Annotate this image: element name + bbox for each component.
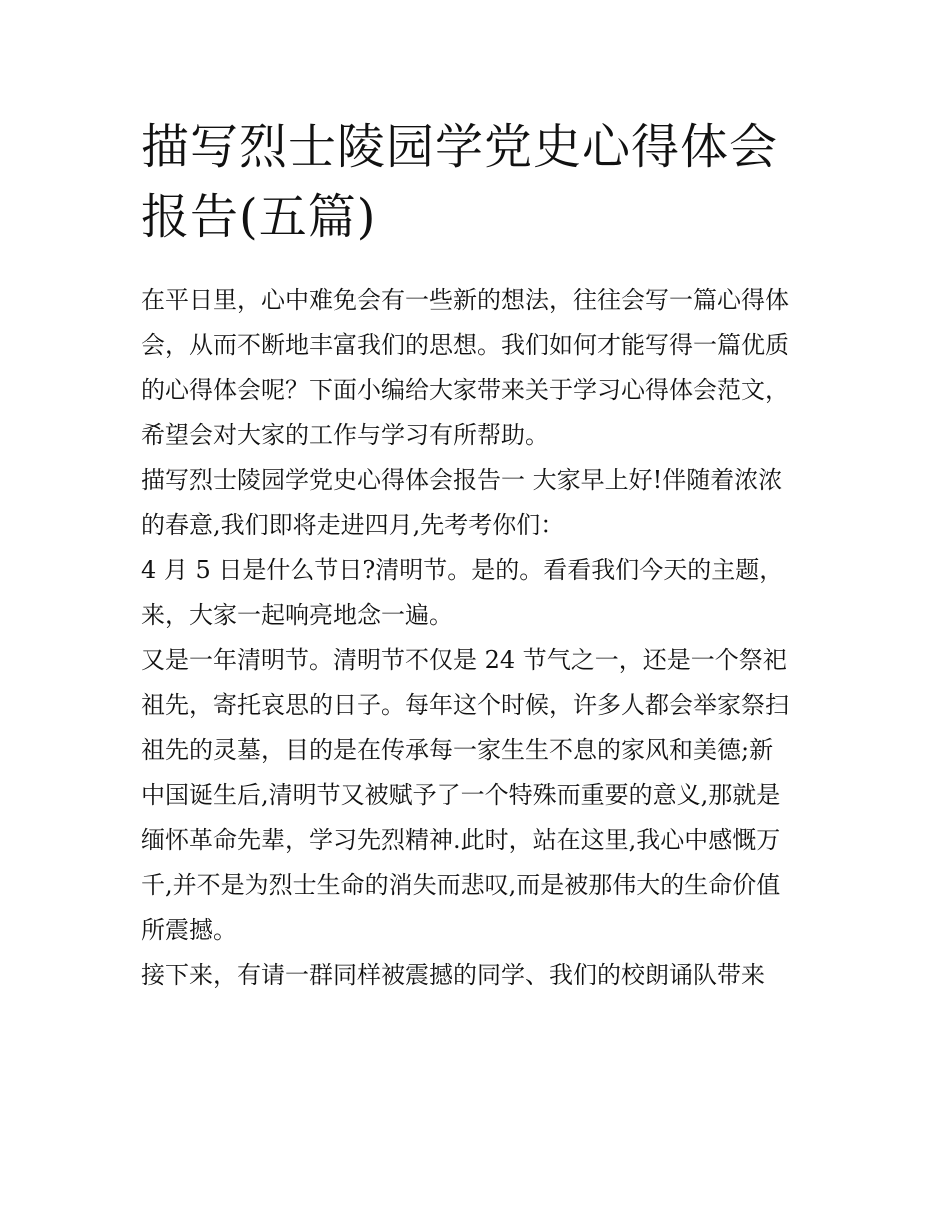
paragraph-report-one-opening: 描写烈士陵园学党史心得体会报告一 大家早上好!伴随着浓浓 的春意,我们即将走进四月,先考考你们： bbox=[141, 466, 783, 539]
paragraph-qingming-question: 4 月 5 日是什么节日?清明节。是的。看看我们今天的主题， 来，大家一起响亮地念一遍。 bbox=[141, 556, 784, 629]
paragraph-recital-intro: 接下来，有请一群同样被震撼的同学、我们的校朗诵队带来 bbox=[141, 961, 765, 989]
paragraph-intro: 在平日里，心中难免会有一些新的想法，往往会写一篇心得体 会，从而不断地丰富我们的思想。我们如何才能写得一篇优质 的心得体会呢？下面小编给大家带来关于学习心得体会范文， 希望会对大家的工作与学习有所帮助。 bbox=[141, 286, 789, 449]
paragraph-qingming-meaning: 又是一年清明节。清明节不仅是 24 节气之一，还是一个祭祀 祖先，寄托哀思的日子。每年这个时候，许多人都会举家祭扫 祖先的灵墓，目的是在传承每一家生生不息的家风和美德;新 中国诞生后,清明节又被赋予了一个特殊而重要的意义,那就是 缅怀革命先辈，学习先烈精神.此时，站在这里,我心中感慨万 千,并不是为烈士生命的消失而悲叹,而是被那伟大的生命价值 所震撼。 bbox=[141, 646, 789, 944]
document-body bbox=[141, 278, 821, 998]
document-title: 描写烈士陵园学党史心得体会 报告(五篇) bbox=[141, 119, 779, 245]
